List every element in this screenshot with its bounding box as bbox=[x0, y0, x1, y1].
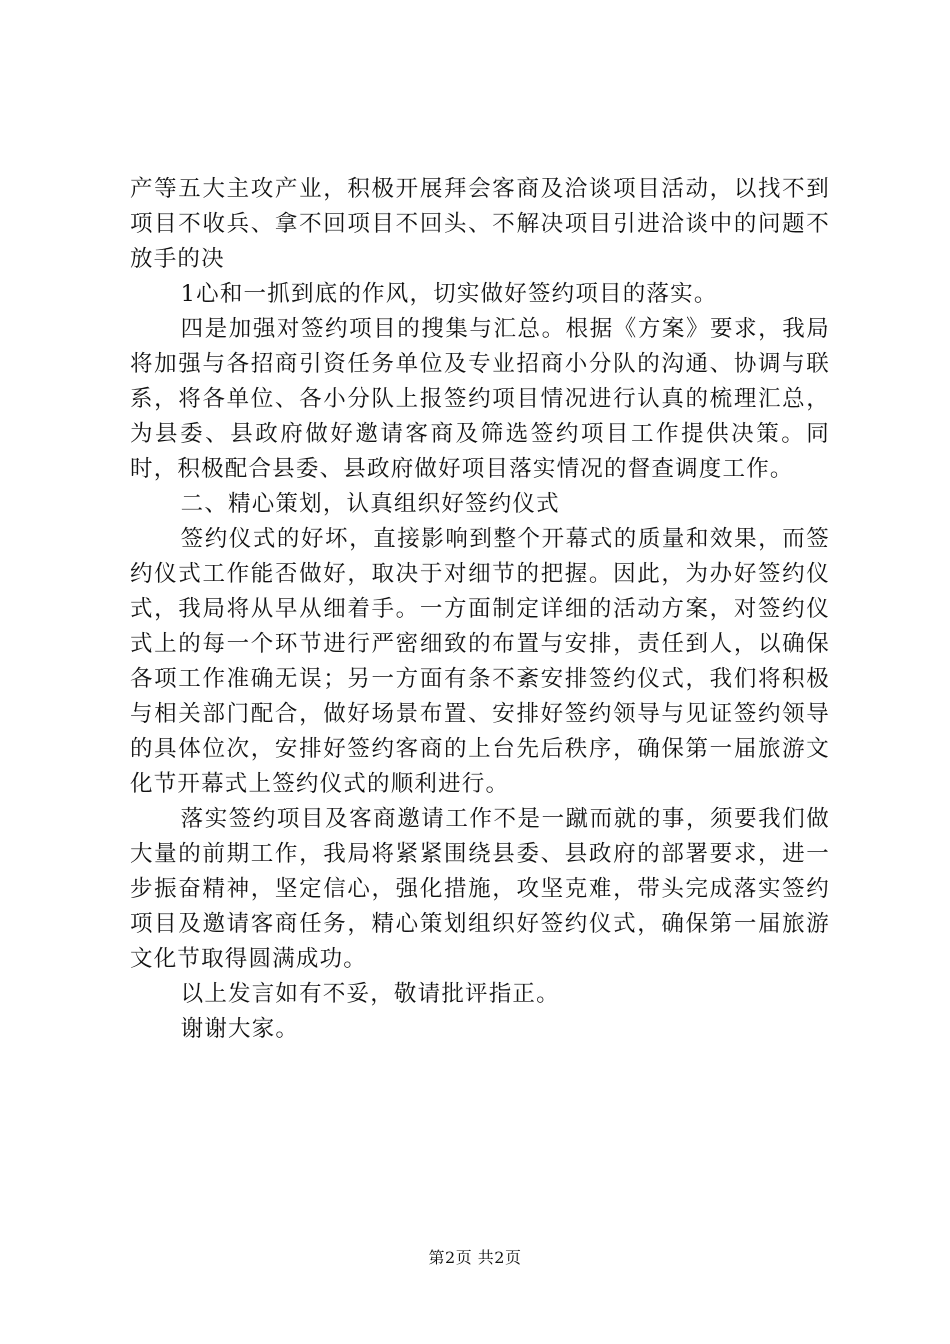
paragraph-3: 四是加强对签约项目的搜集与汇总。根据《方案》要求，我局将加强与各招商引资任务单位及专业招商小分队的沟通、协调与联系，将各单位、各小分队上报签约项目情况进行认真的梳理汇总，为县委、县政府做好邀请客商及筛选签约项目工作提供决策。同时，积极配合县委、县政府做好项目落实情况的督查调度工作。 bbox=[130, 316, 830, 482]
section-heading: 二、精心策划，认真组织好签约仪式 bbox=[180, 491, 560, 517]
paragraph-2: 1心和一抓到底的作风，切实做好签约项目的落实。 bbox=[180, 281, 718, 307]
paragraph-1: 产等五大主攻产业，积极开展拜会客商及洽谈项目活动，以找不到项目不收兵、拿不回项目不回头、不解决项目引进洽谈中的问题不放手的决 bbox=[130, 176, 830, 272]
page-footer: 第2页 共2页 bbox=[428, 1248, 522, 1267]
paragraph-7: 以上发言如有不妥，敬请批评指正。 bbox=[180, 981, 560, 1007]
paragraph-6: 落实签约项目及客商邀请工作不是一蹴而就的事，须要我们做大量的前期工作，我局将紧紧围绕县委、县政府的部署要求，进一步振奋精神，坚定信心，强化措施，攻坚克难，带头完成落实签约项目及邀请客商任务，精心策划组织好签约仪式，确保第一届旅游文化节取得圆满成功。 bbox=[130, 806, 830, 972]
document-body bbox=[130, 172, 830, 1047]
paragraph-5: 签约仪式的好坏，直接影响到整个开幕式的质量和效果，而签约仪式工作能否做好，取决于对细节的把握。因此，为办好签约仪式，我局将从早从细着手。一方面制定详细的活动方案，对签约仪式上的每一个环节进行严密细致的布置与安排，责任到人，以确保各项工作准确无误；另一方面有条不紊安排签约仪式，我们将积极与相关部门配合，做好场景布置、安排好签约领导与见证签约领导的具体位次，安排好签约客商的上台先后秩序，确保第一届旅游文化节开幕式上签约仪式的顺利进行。 bbox=[130, 526, 830, 797]
paragraph-8: 谢谢大家。 bbox=[180, 1016, 300, 1042]
